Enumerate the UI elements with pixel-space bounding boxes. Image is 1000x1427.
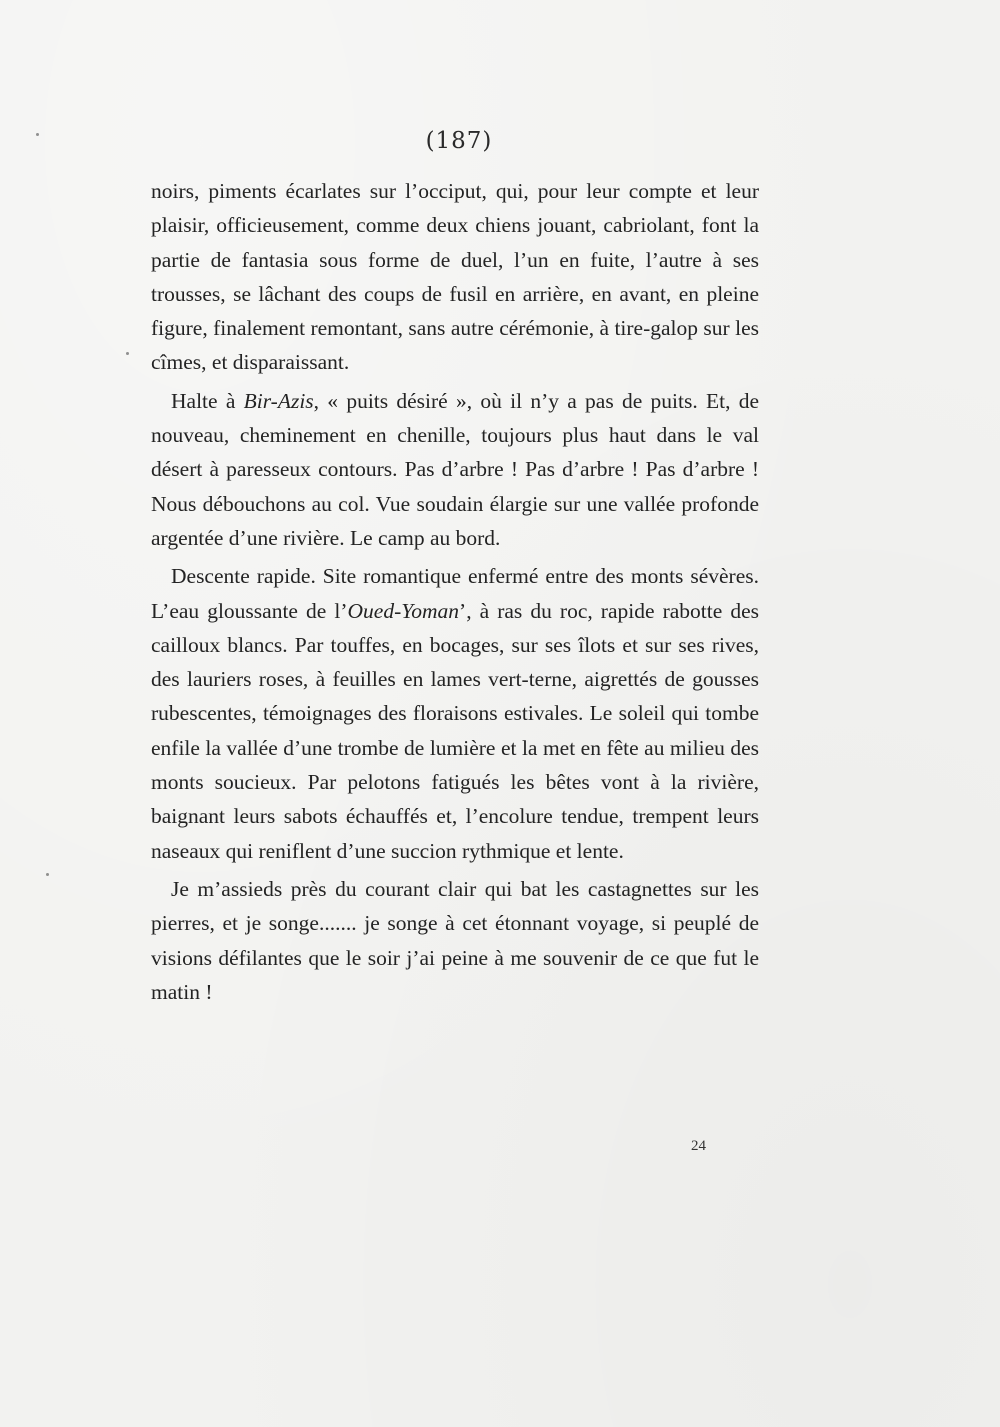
paper-speck: [126, 352, 129, 355]
place-name-bir-azis: Bir-Azis: [243, 388, 314, 413]
paragraph-4: Je m’assieds près du courant clair qui bat les castagnettes sur les pierres, et je songe....... je songe à cet étonnant voyage, si peuplé de visions défilantes que le soir j’ai peine à me souvenir de ce que fut le matin !: [151, 876, 759, 1004]
paper-speck: [46, 873, 49, 876]
paragraph-2-text-c: , « puits désiré », où il n’y a pas de puits. Et, de nouveau, cheminement en chenille, toujours plus haut dans le val désert à paresseux contours. Pas d’arbre ! Pas d’arbre ! Pas d’arbre ! Nous débouchons au col. Vue soudain élargie sur une vallée profonde argentée d’une rivière. Le camp au bord.: [151, 388, 759, 550]
paragraph-3-text-a: Descente rapide. Site romantique enfermé entre des monts sévères. L’eau gloussante de l’: [151, 564, 759, 623]
paragraph-2: [151, 384, 759, 555]
place-name-oued-yoman: Oued-Yoman: [347, 598, 460, 623]
paragraph-2-text-a: Halte à: [171, 388, 244, 413]
paragraph-3-text-c: ’, à ras du roc, rapide rabotte des cailloux blancs. Par touffes, en bocages, sur ses îlots et sur ses rives, des lauriers roses, à feuilles en lames vert-terne, aigrettés de gousses rubescentes, témoignages des floraisons estivales. Le soleil qui tombe enfile la vallée d’une trombe de lumière et la met en fête au milieu des monts soucieux. Par pelotons fatigués les bêtes vont à la rivière, baignant leurs sabots échauffés et, l’encolure tendue, trempent leurs naseaux qui reniflent d’une succion rythmique et lente.: [151, 598, 759, 863]
paragraph-1: noirs, piments écarlates sur l’occiput, qui, pour leur compte et leur plaisir, officieusement, comme deux chiens jouant, cabriolant, font la partie de fantasia sous forme de duel, l’un en fuite, l’autre à ses trousses, se lâchant des coups de fusil en arrière, en avant, en pleine figure, finalement remontant, sans autre cérémonie, à tire-galop sur les cîmes, et disparaissant.: [151, 179, 759, 375]
signature-mark: 24: [691, 1138, 706, 1154]
page-number: (187): [425, 128, 493, 154]
paper-speck: [36, 133, 39, 136]
body-text: [151, 174, 759, 1013]
paragraph-3: [151, 559, 759, 868]
